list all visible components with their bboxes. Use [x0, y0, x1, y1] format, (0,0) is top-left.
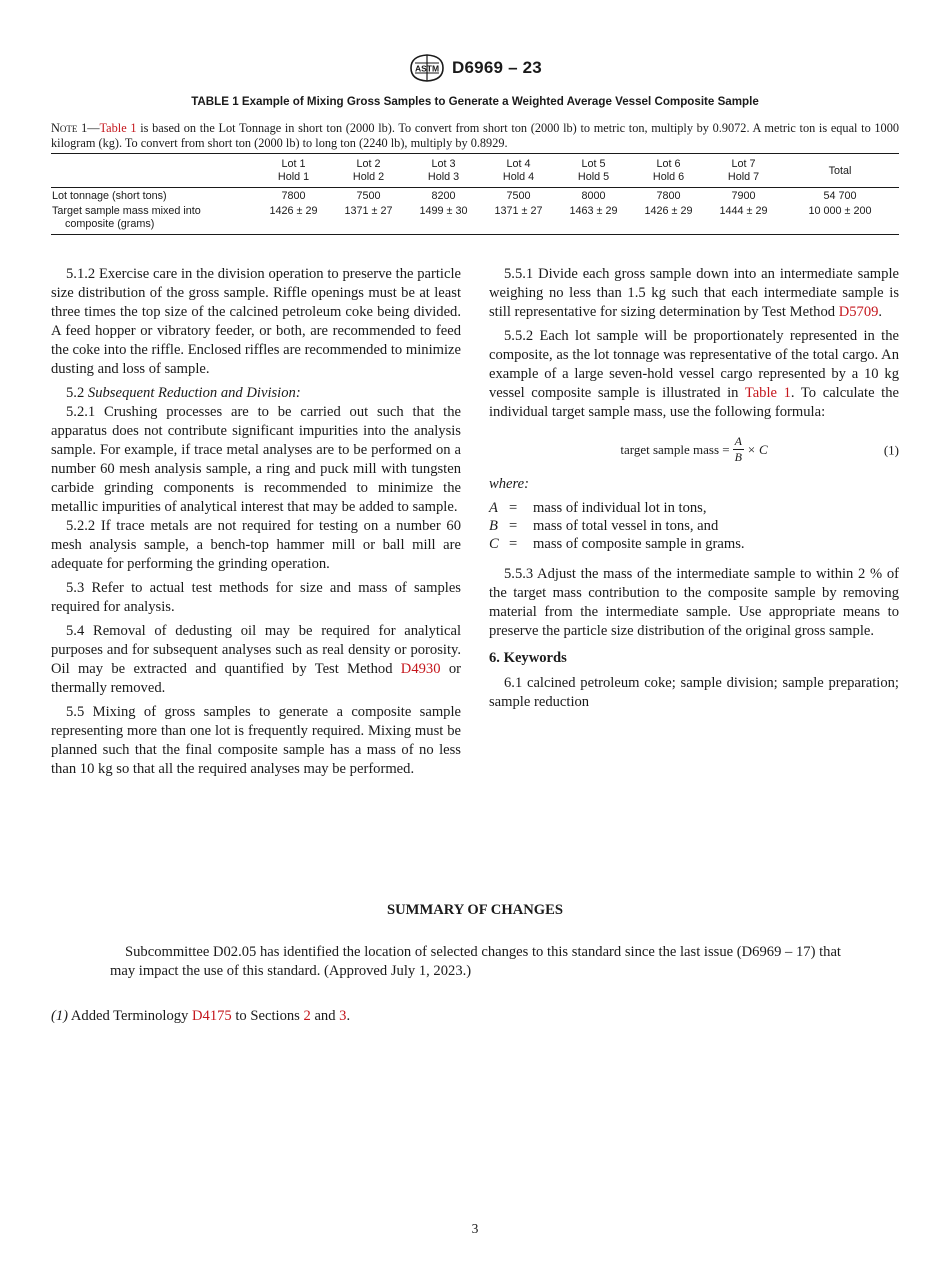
table-cell: 1371 ± 27 — [494, 205, 543, 217]
left-column — [51, 265, 461, 784]
section-2-link[interactable]: 2 — [303, 1008, 311, 1024]
right-column — [489, 265, 899, 717]
table-cell: 7500 — [356, 190, 381, 202]
paragraph-5-1-2: 5.1.2 Exercise care in the division operation to preserve the particle size distribution of the gross sample. Riffle openings must be at least three times the top size of the calcined petroleum coke being divided. A feed hopper or vibratory feeder, or both, are recommended to feed the coke into the riffle. Enclosed riffles are recommended to minimize dusting and loss of sample. — [51, 266, 461, 377]
header-lot-2: Lot 2 Hold 2 — [352, 158, 385, 183]
formula-fraction — [733, 434, 744, 465]
table-cell: 1426 ± 29 — [644, 205, 693, 217]
table-1-link[interactable]: Table 1 — [99, 121, 137, 135]
table-row — [51, 203, 899, 235]
table-note — [51, 121, 899, 151]
paragraph-5-3: 5.3 Refer to actual test methods for size and mass of samples required for analysis. — [51, 580, 461, 615]
table-row — [51, 188, 899, 204]
table-cell: 7900 — [731, 190, 756, 202]
astm-logo-icon — [408, 53, 446, 83]
paragraph-5-5-1: 5.5.1 Divide each gross sample down into an intermediate sample weighing no less than 1.5 kg such that each intermediate sample is still representative for sizing determination by Test Method D5709. — [489, 266, 899, 320]
d5709-link[interactable]: D5709 — [838, 304, 879, 320]
header-empty — [51, 154, 256, 188]
equation-number: (1) — [883, 442, 899, 457]
formula-denominator: B — [734, 450, 742, 464]
table-cell: 8200 — [431, 190, 456, 202]
heading-5-2: 5.2 Subsequent Reduction and Division: — [66, 385, 301, 401]
summary-title: SUMMARY OF CHANGES — [387, 902, 563, 918]
header-lot-5: Lot 5 Hold 5 — [577, 158, 610, 183]
page-number: 3 — [471, 1221, 479, 1236]
section-3-link[interactable]: 3 — [339, 1008, 347, 1024]
variable-definitions — [489, 499, 899, 553]
table-cell: 7500 — [506, 190, 531, 202]
d4175-link[interactable]: D4175 — [192, 1008, 232, 1024]
table-caption: TABLE 1 Example of Mixing Gross Samples to Generate a Weighted Average Vessel Composite Sample — [191, 95, 759, 108]
header-lot-3: Lot 3 Hold 3 — [427, 158, 460, 183]
table-cell: 1463 ± 29 — [569, 205, 618, 217]
mixing-table — [51, 153, 899, 235]
table-cell: 1426 ± 29 — [269, 205, 318, 217]
header-lot-7: Lot 7 Hold 7 — [727, 158, 760, 183]
paragraph-6-1: 6.1 calcined petroleum coke; sample division; sample preparation; sample reduction — [489, 675, 899, 710]
where-label: where: — [489, 476, 529, 492]
paragraph-5-5-2: 5.5.2 Each lot sample will be proportionately represented in the composite, as the lot tonnage was representative of the total cargo. An example of a large seven-hold vessel cargo represented by a 10 kg vessel composite sample is illustrated in Table 1. To calculate the individual target sample mass, use the following formula: — [489, 328, 899, 420]
row-label: Lot tonnage (short tons) — [52, 190, 167, 202]
astm-logo-text: ASTM — [415, 63, 440, 74]
header-lot-4: Lot 4 Hold 4 — [502, 158, 535, 183]
formula-lhs: target sample mass = — [620, 442, 730, 457]
definition-row: B = mass of total vessel in tons, and — [489, 518, 719, 534]
definition-row: C = mass of composite sample in grams. — [489, 536, 745, 552]
row-label: Target sample mass mixed into composite (grams) — [52, 205, 201, 230]
header-lot-6: Lot 6 Hold 6 — [652, 158, 685, 183]
paragraph-5-4: 5.4 Removal of dedusting oil may be required for analytical purposes and for subsequent analyses such as real density or porosity. Oil may be extracted and quantified by Test Method D4930 or thermally removed. — [51, 623, 461, 696]
paragraph-5-5: 5.5 Mixing of gross samples to generate a composite sample representing more than one lot is frequently required. Mixing must be planned such that the final composite sample has a mass of no less than 10 kg so that all the required analyses may be performed. — [51, 704, 461, 777]
d4930-link[interactable]: D4930 — [400, 661, 441, 677]
formula-1 — [489, 434, 899, 465]
table-cell-total: 54 700 — [823, 190, 857, 202]
table-cell: 1499 ± 30 — [419, 205, 468, 217]
header-total: Total — [828, 164, 852, 177]
table-cell-total: 10 000 ± 200 — [808, 205, 872, 217]
table-cell: 1371 ± 27 — [344, 205, 393, 217]
table-cell: 7800 — [281, 190, 306, 202]
paragraph-5-5-3: 5.5.3 Adjust the mass of the intermediate sample to within 2 % of the target mass contribution to the composite sample by removing material from the intermediate sample. Use appropriate means to preserve the particle size distribution of the original gross sample. — [489, 566, 899, 639]
paragraph-5-2-2: 5.2.2 If trace metals are not required for testing on a number 60 mesh analysis sample, a bench-top hammer mill or ball mill are adequate for performing the grinding operation. — [51, 518, 461, 572]
table-1-link[interactable]: Table 1 — [744, 385, 791, 401]
item-marker: (1) — [51, 1008, 69, 1024]
paragraph-5-2-1: 5.2.1 Crushing processes are to be carried out such that the apparatus does not contribute significant impurities into the analysis sample. For example, if trace metal analyses are to be performed on a number 60 mesh analysis sample, a ring and puck mill with tungsten carbide grinding components is recommended to minimize the metallic impurities of analytical interest that may be added to sample. — [51, 404, 461, 515]
table-cell: 7800 — [656, 190, 681, 202]
keywords-heading: 6. Keywords — [489, 650, 567, 666]
summary-text: Subcommittee D02.05 has identified the location of selected changes to this standard since the last issue (D6969 – 17) that may impact the use of this standard. (Approved July 1, 2023.) — [110, 944, 841, 979]
formula-numerator: A — [734, 434, 742, 448]
note-text: is based on the Lot Tonnage in short ton (2000 lb). To convert from short ton (2000 lb) to metric ton, multiply by 0.9072. A metric ton is equal to 1000 kilogram (kg). To convert from short ton (2000 lb) to long ton (2240 lb), multiply by 0.8929. — [51, 121, 899, 150]
formula-rhs: × C — [746, 442, 768, 457]
header-lot-1: Lot 1 Hold 1 — [277, 158, 310, 183]
table-cell: 8000 — [581, 190, 606, 202]
table-header-row — [51, 154, 899, 188]
note-label: Note 1— — [51, 121, 100, 135]
document-id: D6969 – 23 — [452, 58, 542, 77]
definition-row: A = mass of individual lot in tons, — [489, 500, 707, 516]
change-item: (1) Added Terminology D4175 to Sections 2 and 3. — [51, 1008, 351, 1024]
table-cell: 1444 ± 29 — [719, 205, 768, 217]
document-header — [0, 52, 950, 84]
